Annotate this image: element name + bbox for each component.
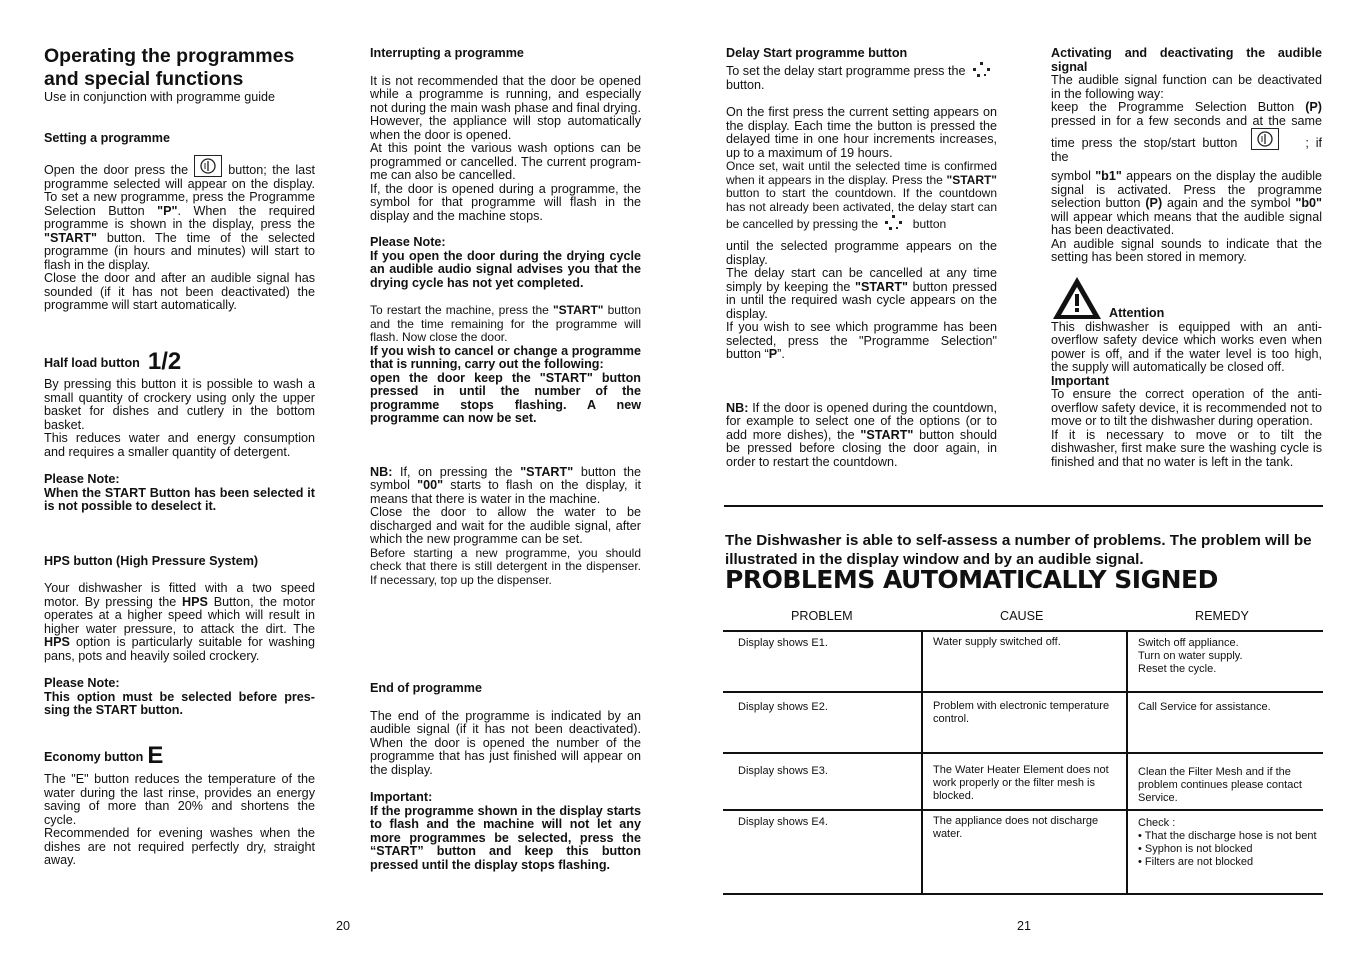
signal-text-d: An audible signal sounds to indicate that the setting has been stored in memory. <box>1051 236 1322 264</box>
delay-text-f: The delay start can be cancelled at any time simply by keeping the "START" button pressed in until the required wash cycle appears on the display. <box>726 266 998 321</box>
table-row-2-remedy: Call Service for assistance. <box>1138 701 1271 713</box>
important-text-b: If it is necessary to move or to tilt the dishwasher, first make sure the washing cycle is finished and that no water is left in the tank. <box>1051 427 1322 469</box>
setting-text: Open the door press the button; the last programme selected will appear on the display. To set a new programme, press the Programme Selection Button "P". When the required programme is shown in the display, press the "START" button. The time of the selected programme (in hours and minutes) will start to flash in the display. <box>44 155 315 272</box>
signal-text-a: The audible signal function can be deactivated in the following way: <box>1051 73 1322 101</box>
delay-text-d: Once set, wait until the selected time is confirmed when it appears in the display. Press the "START" button to start the countdown. If the countdown has not already been activated, the delay start can be cancelled by pressing the button <box>726 159 997 231</box>
half-load-icon: 1/2 <box>147 347 182 375</box>
delay-start-dots-icon <box>881 214 909 232</box>
half-load-text-2: This reduces water and energy consumption and requires a smaller quantity of detergent. <box>44 431 315 459</box>
half-load-text: By pressing this button it is possible to wash a small quantity of crockery using only the upper basket for dishes and cutlery in the bottom basket. <box>44 377 315 432</box>
column-1 <box>44 40 315 868</box>
signal-text-c: symbol "b1" appears on the display the audible signal is activated. Press the programme selection button (P) again and the symbol "b0" will appear which means that the audible signal has been deactivated. <box>1051 169 1323 237</box>
delay-heading: Delay Start programme button <box>726 46 908 60</box>
setting-heading: Setting a programme <box>44 130 170 145</box>
delay-text-c: On the first press the current setting appears on the display. Each time the button is pressed the delayed time in one hour increments increases, up to a maximum of 19 hours. <box>726 105 997 160</box>
important-heading-right: Important <box>1051 373 1110 388</box>
column-3 <box>726 40 997 469</box>
interrupt-text-a: It is not recommended that the door be opened while a programme is running, and especially not during the main wash phase and final drying. <box>370 73 641 115</box>
delay-text-e: until the selected programme appears on the display. <box>726 239 997 267</box>
interrupt-text-b: However, the appliance will stop automatically when the door is opened. <box>370 114 641 142</box>
interrupt-heading: Interrupting a programme <box>370 46 524 60</box>
setting-text-close: Close the door and after an audible signal has sounded (if it has not been deactivated) the programme will start automatically. <box>44 271 315 312</box>
delay-nb-text: NB: If the door is opened during the countdown, for example to select one of the options (or to add more dishes), the "START" button should be pressed before closing the door again, in order to restart the countdown. <box>726 400 998 469</box>
table-row-4-cause: The appliance does not discharge water. <box>933 815 1099 840</box>
interrupt-text-c: At this point the various wash options can be programmed or cancelled. The current program-me can also be cancelled. <box>370 141 641 182</box>
important-text: If the programme shown in the display starts to flash and the machine will not let any more programmes be selected, press the “START” button and keep this button pressed until the display stops flashing. <box>370 803 641 872</box>
nb-text: NB: If, on pressing the "START" button the symbol "00" starts to flash on the display, it means that there is water in the machine. <box>370 464 642 506</box>
important-heading: Important: <box>370 790 433 804</box>
restart-text: To restart the machine, press the "START" button and the time remaining for the programme will flash. Now close the door. <box>370 303 641 344</box>
important-text-a: To ensure the correct operation of the anti-overflow safety device, it is recommended not to move or to tilt the dishwasher during operation. <box>1051 387 1322 428</box>
economy-text-2: Recommended for evening washes when the dishes are not required perfectly dry, straight away. <box>44 826 315 867</box>
table-rule <box>723 809 1323 811</box>
signal-text-b: keep the Programme Selection Button (P) pressed in for a few seconds and at the same time press the stop/start button ; if the <box>1051 100 1322 164</box>
table-row-3-cause: The Water Heater Element does not work properly or the filter mesh is blocked. <box>933 764 1109 802</box>
page-number-left: 20 <box>336 919 351 933</box>
half-load-heading: Half load button 1/2 <box>44 347 182 375</box>
table-row-4-remedy: Check : • That the discharge hose is not bent • Syphon is not blocked • Filters are not blocked <box>1138 817 1317 868</box>
table-column-rule <box>921 630 923 895</box>
table-header-cause: CAUSE <box>1000 609 1044 623</box>
table-row-4-problem: Display shows E4. <box>738 816 828 828</box>
page-number-right: 21 <box>1017 919 1032 933</box>
nb-text-3: Before starting a new programme, you should check that there is still detergent in the dispenser. If necessary, top up the dispenser. <box>370 545 641 587</box>
end-text: The end of the programme is indicated by an audible signal (if it has not been deactivated). When the door is opened the number of the programme that has just finished will appear on the display. <box>370 708 641 777</box>
power-button-icon <box>194 155 222 177</box>
table-rule <box>723 691 1323 693</box>
delay-text-a: To set the delay start programme press the button. <box>726 61 997 93</box>
section-divider <box>724 505 1323 507</box>
table-row-2-problem: Display shows E2. <box>738 701 828 713</box>
column-4 <box>1051 40 1322 469</box>
table-rule <box>723 752 1323 754</box>
delay-text-g: If you wish to see which programme has been selected, press the "Programme Selection" button “P”. <box>726 320 997 361</box>
table-rule <box>723 893 1323 895</box>
end-heading: End of programme <box>370 681 482 695</box>
warning-triangle-icon <box>1051 275 1103 321</box>
power-button-icon <box>1251 128 1279 150</box>
nb-text-2: Close the door to allow the water to be discharged and wait for the audible signal, after which the new programme can be set. <box>370 505 641 546</box>
hps-heading: HPS button (High Pressure System) <box>44 553 259 568</box>
table-row-1-problem: Display shows E1. <box>738 637 828 649</box>
note1-heading: Please Note: <box>44 472 120 486</box>
table-rule <box>723 630 1323 632</box>
signal-heading: Activating and deactivating the audible signal <box>1051 46 1322 74</box>
problems-banner: The Dishwasher is able to self-assess a number of problems. The problem will be illustrated in the display window and by an audible signal. <box>725 532 1312 568</box>
column-2 <box>370 40 641 872</box>
please-note-text: If you open the door during the drying cycle an audible audio signal advises you that the drying cycle has not yet completed. <box>370 248 641 290</box>
attention-text: This dishwasher is equipped with an anti-overflow safety device which works even when power is off, and if the water level is too high, the supply will automatically be closed off. <box>1051 319 1322 374</box>
note2-text: This option must be selected before pres-sing the START button. <box>44 689 315 717</box>
table-row-1-cause: Water supply switched off. <box>933 636 1061 648</box>
cancel-text: If you wish to cancel or change a programme that is running, carry out the following: <box>370 343 641 371</box>
delay-start-dots-icon <box>969 61 997 79</box>
interrupt-text-d: If, the door is opened during a programme, the symbol for that programme will flash in the display and the machine stops. <box>370 181 641 223</box>
cancel-text-2: open the door keep the "START" button pressed in until the number of the programme stops flashing. A new programme can now be set. <box>370 370 641 425</box>
economy-text: The "E" button reduces the temperature of the water during the last rinse, provides an energy saving of more than 20% and shortens the cycle. <box>44 772 315 827</box>
economy-icon: E <box>147 741 164 769</box>
hps-text: Your dishwasher is fitted with a two speed motor. By pressing the HPS Button, the motor operates at a higher speed which will result in higher water pressure, to attack the dirt. The HPS option is particularly suitable for washing pans, pots and heavily soiled crockery. <box>44 581 316 663</box>
note1-text: When the START Button has been selected it is not possible to deselect it. <box>44 485 315 513</box>
page-subtitle: Use in conjunction with programme guide <box>44 90 276 104</box>
table-row-3-remedy: Clean the Filter Mesh and if the problem continues please contact Service. <box>1138 766 1302 804</box>
problems-title: PROBLEMS AUTOMATICALLY SIGNED <box>725 565 1218 594</box>
table-header-problem: PROBLEM <box>791 609 853 623</box>
table-column-rule <box>1126 630 1128 895</box>
page-title: Operating the programmes and special functions <box>44 45 295 90</box>
attention-heading: Attention <box>1051 275 1322 321</box>
economy-heading: Economy button E <box>44 741 164 769</box>
table-row-1-remedy: Switch off appliance. Turn on water supply. Reset the cycle. <box>1138 637 1243 675</box>
table-row-3-problem: Display shows E3. <box>738 765 828 777</box>
note2-heading: Please Note: <box>44 676 120 690</box>
table-row-2-cause: Problem with electronic temperature control. <box>933 700 1110 725</box>
table-header-remedy: REMEDY <box>1195 609 1249 623</box>
please-note-heading: Please Note: <box>370 235 446 249</box>
